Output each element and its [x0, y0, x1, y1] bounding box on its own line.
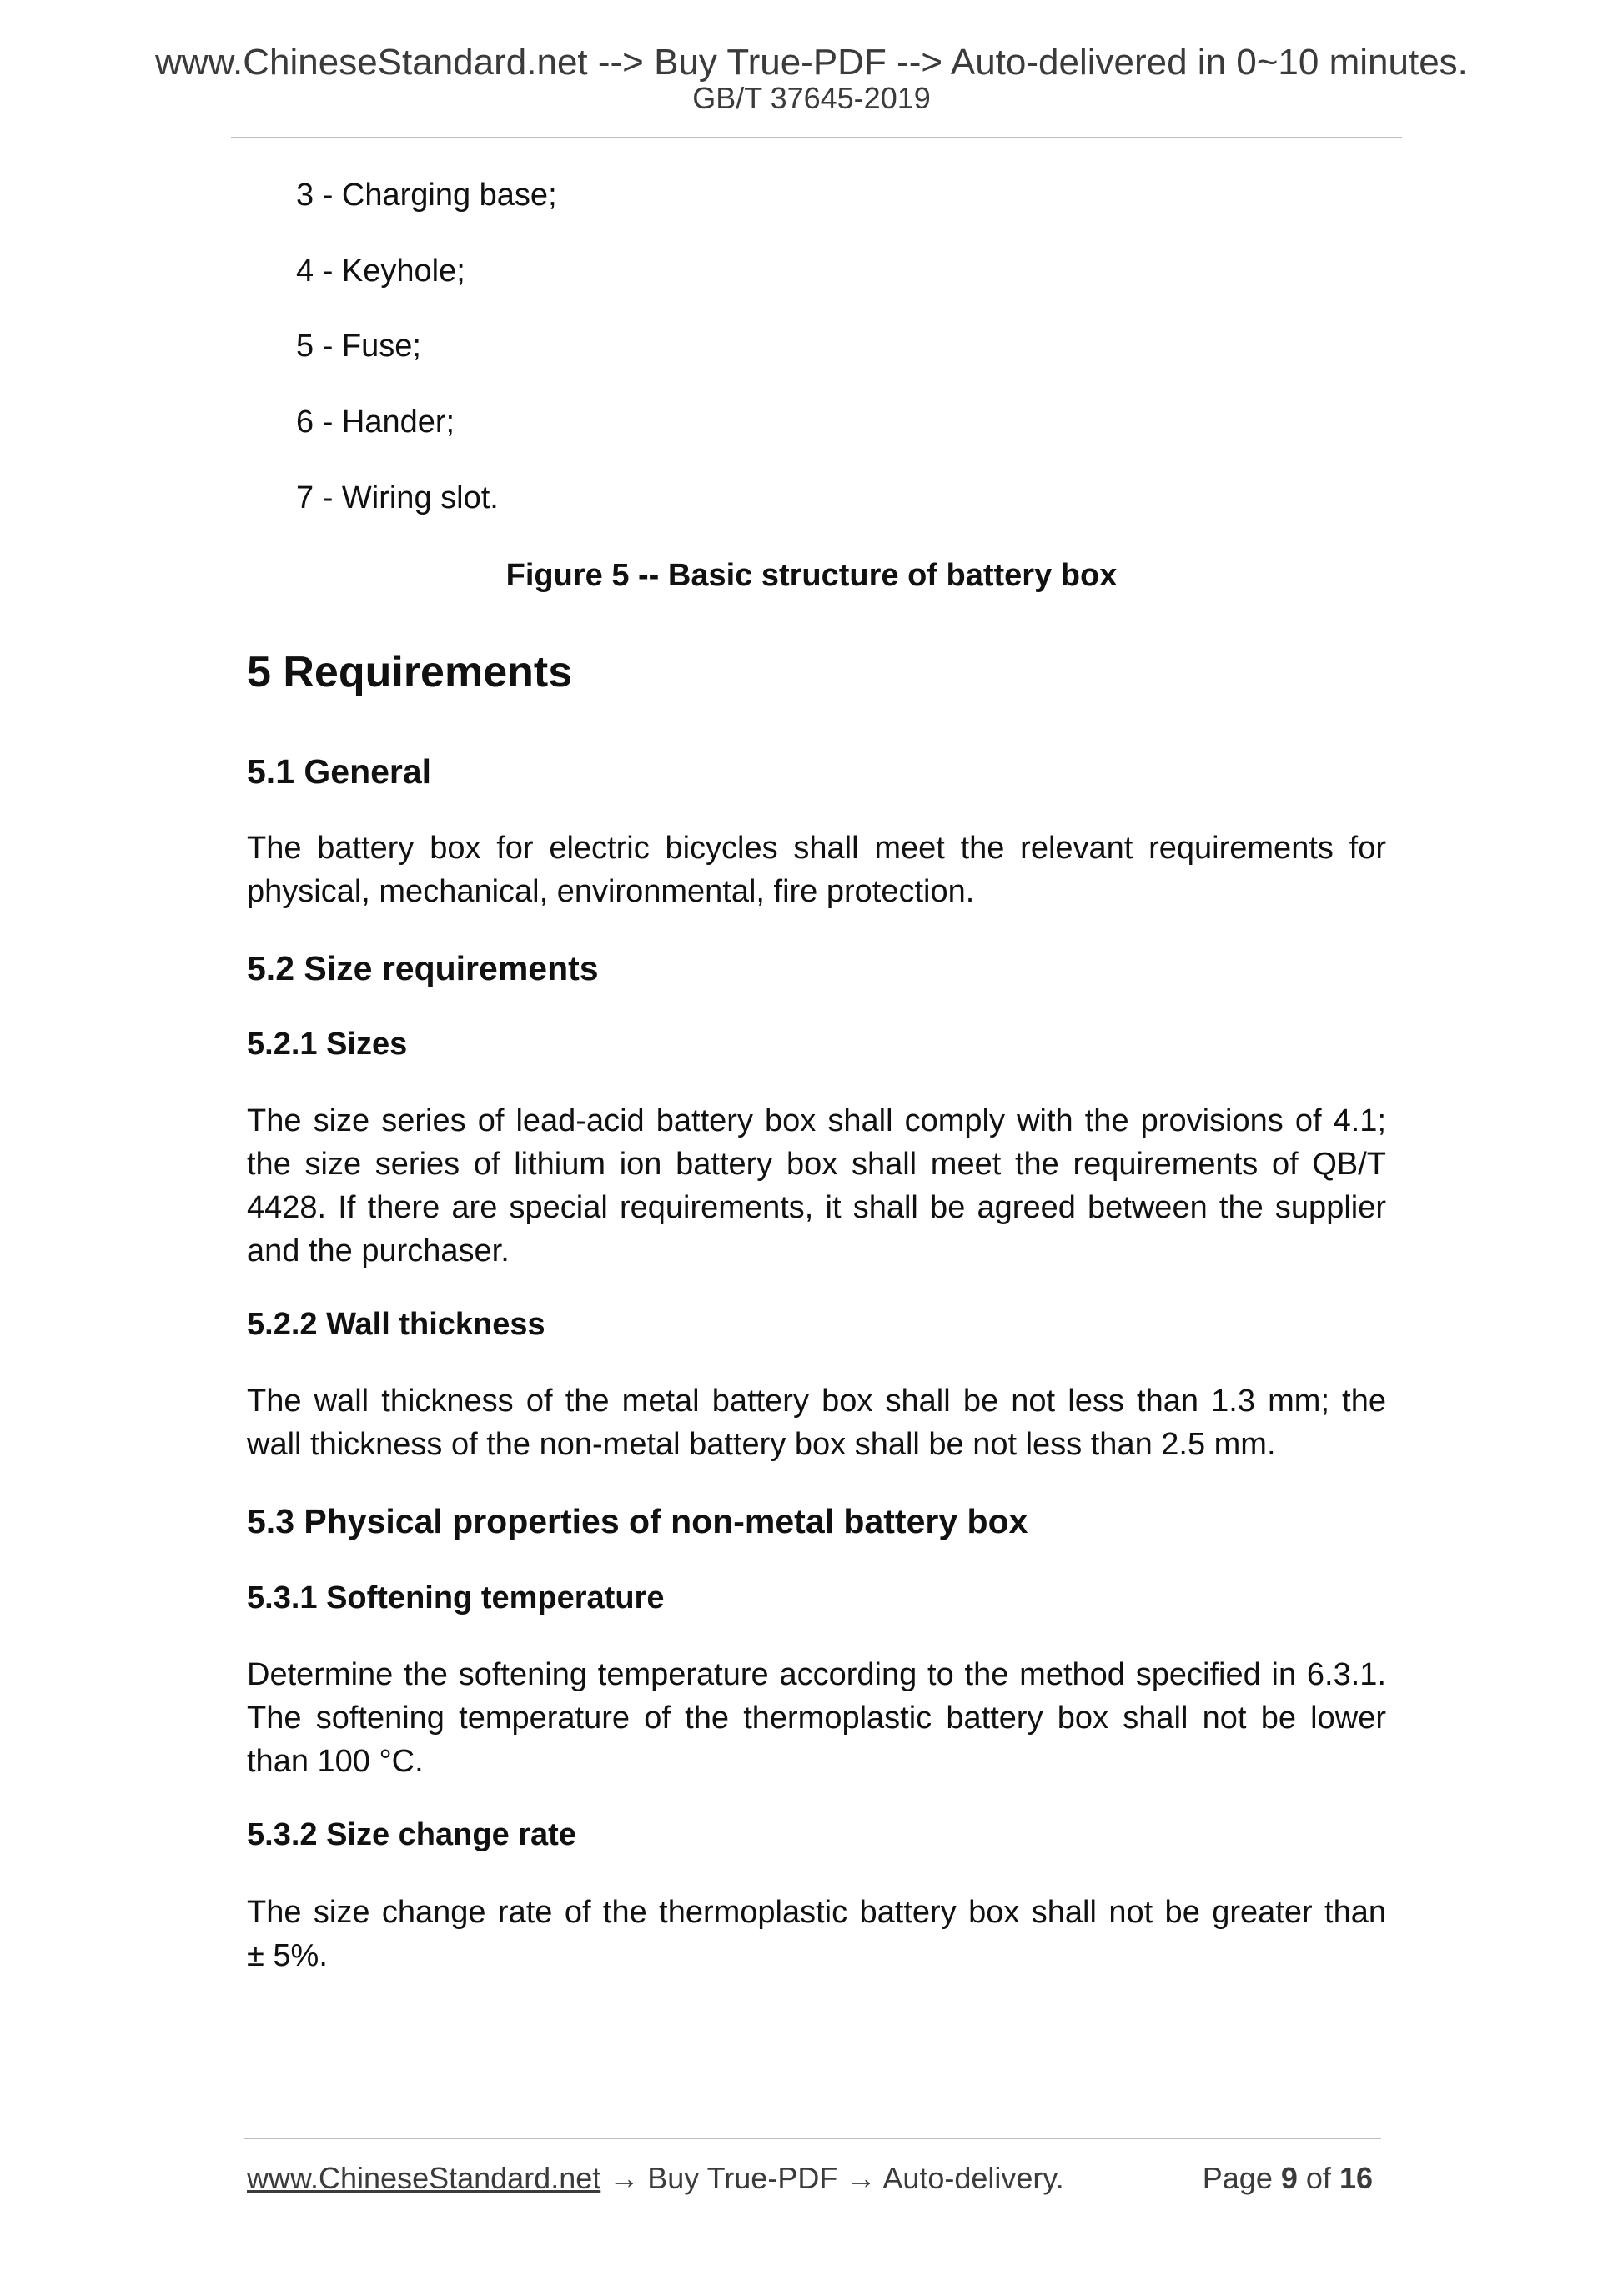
page-indicator — [1203, 2160, 1373, 2197]
paragraph-line: the size series of lithium ion battery box shall meet the requirements of QB/T — [247, 1147, 1386, 1182]
paragraph-line: and the purchaser. — [247, 1233, 510, 1269]
section-5-heading: 5 Requirements — [247, 648, 573, 696]
section-5-3-1-heading: 5.3.1 Softening temperature — [247, 1580, 665, 1615]
paragraph-line: The size series of lead-acid battery box shall comply with the provisions of 4.1; — [247, 1103, 1386, 1138]
section-5-3-heading: 5.3 Physical properties of non-metal battery box — [247, 1502, 1028, 1540]
paragraph-line: The softening temperature of the thermoplastic battery box shall not be lower — [247, 1701, 1386, 1736]
standard-code: GB/T 37645-2019 — [692, 81, 931, 115]
section-5-1-heading: 5.1 General — [247, 752, 432, 791]
footer-tagline: → Buy True-PDF → Auto-delivery. — [600, 2161, 1064, 2195]
header-divider — [231, 137, 1402, 138]
paragraph-line: ± 5%. — [247, 1938, 328, 1973]
legend-item-3: 3 - Charging base; — [296, 178, 557, 213]
section-5-2-1-heading: 5.2.1 Sizes — [247, 1027, 408, 1062]
page-label: Page — [1202, 2161, 1273, 2195]
footer-divider — [244, 2138, 1381, 2139]
paragraph-line: 4428. If there are special requirements, it shall be agreed between the supplier — [247, 1190, 1386, 1225]
legend-item-7: 7 - Wiring slot. — [296, 480, 499, 515]
paragraph-line: wall thickness of the non-metal battery box shall be not less than 2.5 mm. — [247, 1427, 1276, 1462]
top-banner: www.ChineseStandard.net --> Buy True-PDF --> Auto-delivered in 0~10 minutes. — [155, 42, 1468, 83]
paragraph-line: physical, mechanical, environmental, fire protection. — [247, 874, 975, 909]
legend-item-6: 6 - Hander; — [296, 404, 455, 440]
page-number: 9 — [1280, 2161, 1298, 2195]
section-5-2-2-heading: 5.2.2 Wall thickness — [247, 1307, 545, 1342]
paragraph-line: than 100 °C. — [247, 1744, 424, 1779]
paragraph-line: The size change rate of the thermoplastic battery box shall not be greater than — [247, 1895, 1386, 1930]
section-5-3-2-heading: 5.3.2 Size change rate — [247, 1817, 576, 1852]
paragraph-line: The battery box for electric bicycles shall meet the relevant requirements for — [247, 831, 1386, 866]
figure-caption: Figure 5 -- Basic structure of battery box — [505, 558, 1118, 593]
section-5-3-1-paragraph — [247, 1653, 1386, 1783]
total-pages: 16 — [1339, 2161, 1373, 2195]
section-5-2-1-paragraph — [247, 1099, 1386, 1273]
paragraph-line: Determine the softening temperature according to the method specified in 6.3.1. — [247, 1657, 1386, 1692]
of-label: of — [1305, 2161, 1331, 2195]
section-5-1-paragraph — [247, 826, 1386, 913]
legend-item-5: 5 - Fuse; — [296, 329, 421, 364]
paragraph-line: The wall thickness of the metal battery box shall be not less than 1.3 mm; the — [247, 1384, 1386, 1419]
footer-site-link[interactable]: www.ChineseStandard.net — [247, 2161, 601, 2195]
section-5-2-heading: 5.2 Size requirements — [247, 949, 599, 987]
legend-item-4: 4 - Keyhole; — [296, 254, 465, 289]
section-5-2-2-paragraph — [247, 1379, 1386, 1466]
page-footer — [247, 2160, 1381, 2197]
section-5-3-2-paragraph — [247, 1891, 1386, 1977]
